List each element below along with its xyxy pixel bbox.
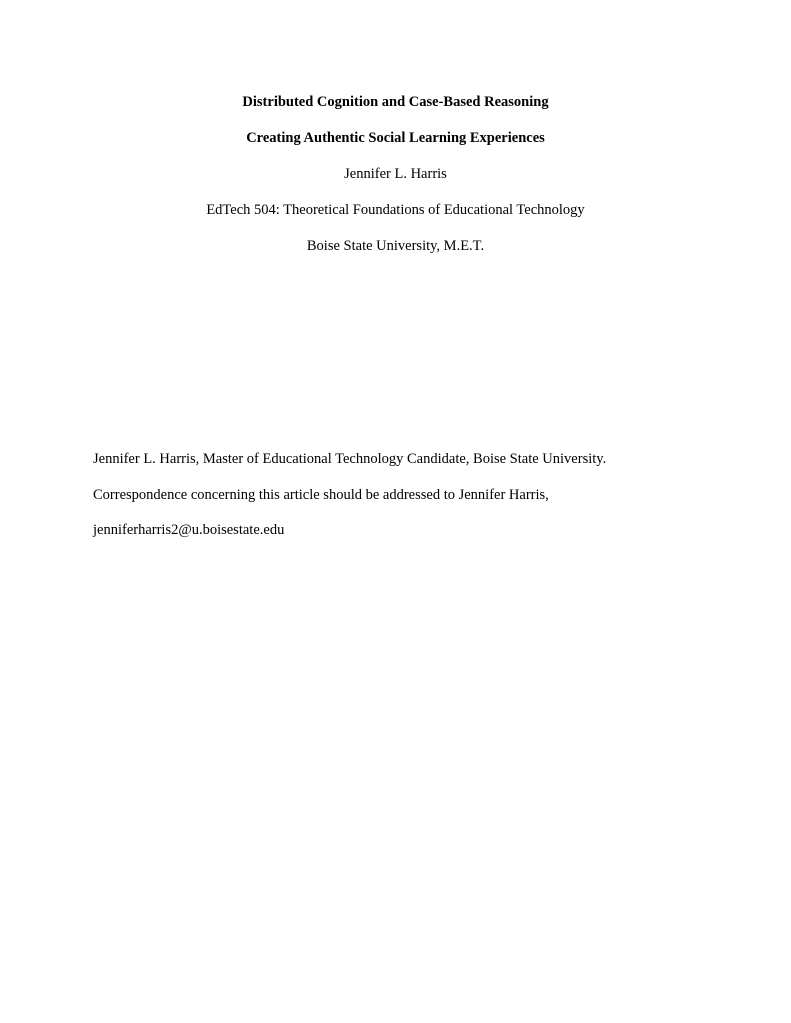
correspondence-line: Correspondence concerning this article should be addressed to Jennifer Harris, — [93, 486, 549, 503]
paper-subtitle: Creating Authentic Social Learning Experiences — [246, 130, 545, 146]
paper-title: Distributed Cognition and Case-Based Reasoning — [242, 94, 549, 110]
author-email: jenniferharris2@u.boisestate.edu — [93, 522, 285, 538]
title-block — [0, 93, 791, 273]
author-note — [93, 450, 713, 557]
author-name: Jennifer L. Harris — [344, 166, 447, 182]
course-name: EdTech 504: Theoretical Foundations of Educational Technology — [206, 202, 585, 218]
institution-name: Boise State University, M.E.T. — [306, 238, 485, 254]
author-affiliation: Jennifer L. Harris, Master of Educational Technology Candidate, Boise State University. — [93, 451, 607, 467]
